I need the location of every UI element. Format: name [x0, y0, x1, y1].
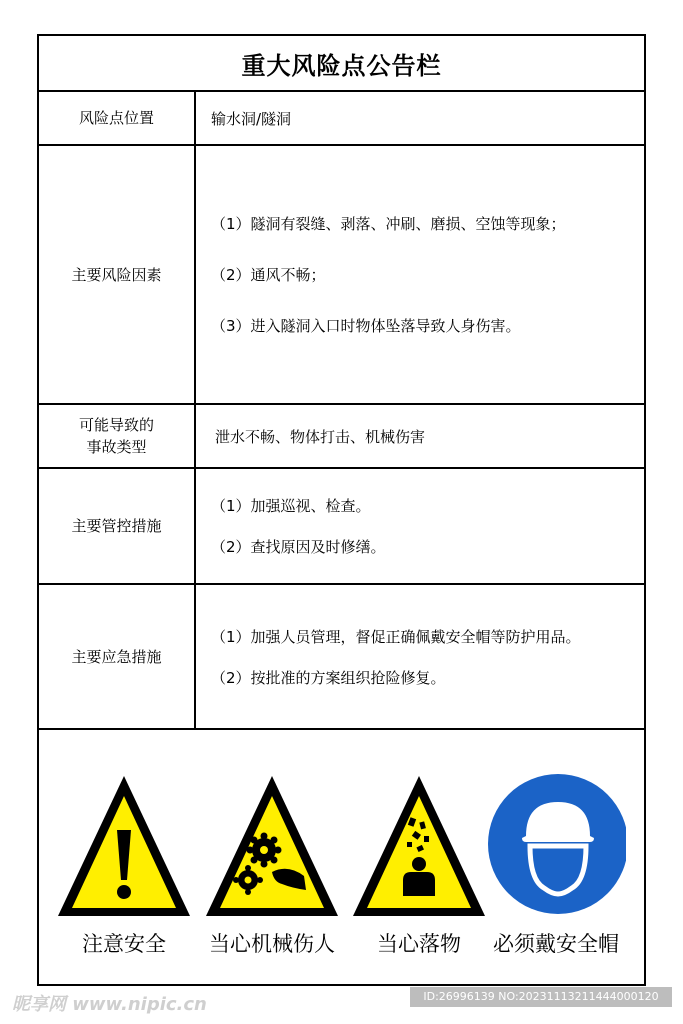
accidents-text: 泄水不畅、物体打击、机械伤害: [215, 427, 426, 446]
factor-item: （2）通风不畅；: [211, 266, 326, 284]
watermark-left: 昵享网 www.nipic.cn: [12, 994, 207, 1015]
sign-caption: 当心机械伤人: [209, 932, 335, 956]
factor-item: （3）进入隧洞入口时物体坠落导致人身伤害。: [211, 317, 521, 335]
control-item: （2）查找原因及时修缮。: [211, 538, 386, 556]
board-title: 重大风险点公告栏: [241, 51, 442, 80]
safety-helmet-icon: [486, 772, 626, 922]
falling-objects-icon: [349, 772, 489, 922]
gear-hand-icon: [202, 772, 342, 922]
location-value: [211, 92, 636, 144]
column-divider: [194, 90, 196, 730]
location-text: 输水洞/隧洞: [211, 109, 292, 128]
safety-signs: [39, 772, 644, 986]
controls-list: [211, 469, 636, 583]
factor-item: （1）隧洞有裂缝、剥落、冲刷、磨损、空蚀等现象；: [211, 215, 566, 233]
emergency-item: （1）加强人员管理，督促正确佩戴安全帽等防护用品。: [211, 627, 581, 646]
watermark-right: ID:26996139 NO:20231113211444000120: [410, 987, 672, 1007]
emergency-item: （2）按批准的方案组织抢险修复。: [211, 668, 446, 687]
emergency-label: 主要应急措施: [71, 647, 162, 666]
emergency-list: [211, 585, 636, 728]
controls-label: 主要管控措施: [71, 517, 162, 535]
sign-caption: 注意安全: [82, 932, 166, 956]
accidents-label-line: 事故类型: [86, 438, 147, 456]
accidents-label-line: 可能导致的: [78, 416, 154, 434]
accidents-label: [39, 405, 194, 467]
accidents-value: [215, 405, 636, 467]
caution-exclamation-icon: [54, 772, 194, 922]
factors-label: 主要风险因素: [71, 265, 162, 284]
location-label: 风险点位置: [78, 109, 154, 127]
factors-list: [211, 146, 636, 403]
sign-caption: 必须戴安全帽: [493, 932, 619, 956]
control-item: （1）加强巡视、检查。: [211, 497, 371, 515]
sign-caption: 当心落物: [377, 932, 461, 956]
divider: [39, 728, 644, 730]
notice-board: [37, 34, 646, 986]
